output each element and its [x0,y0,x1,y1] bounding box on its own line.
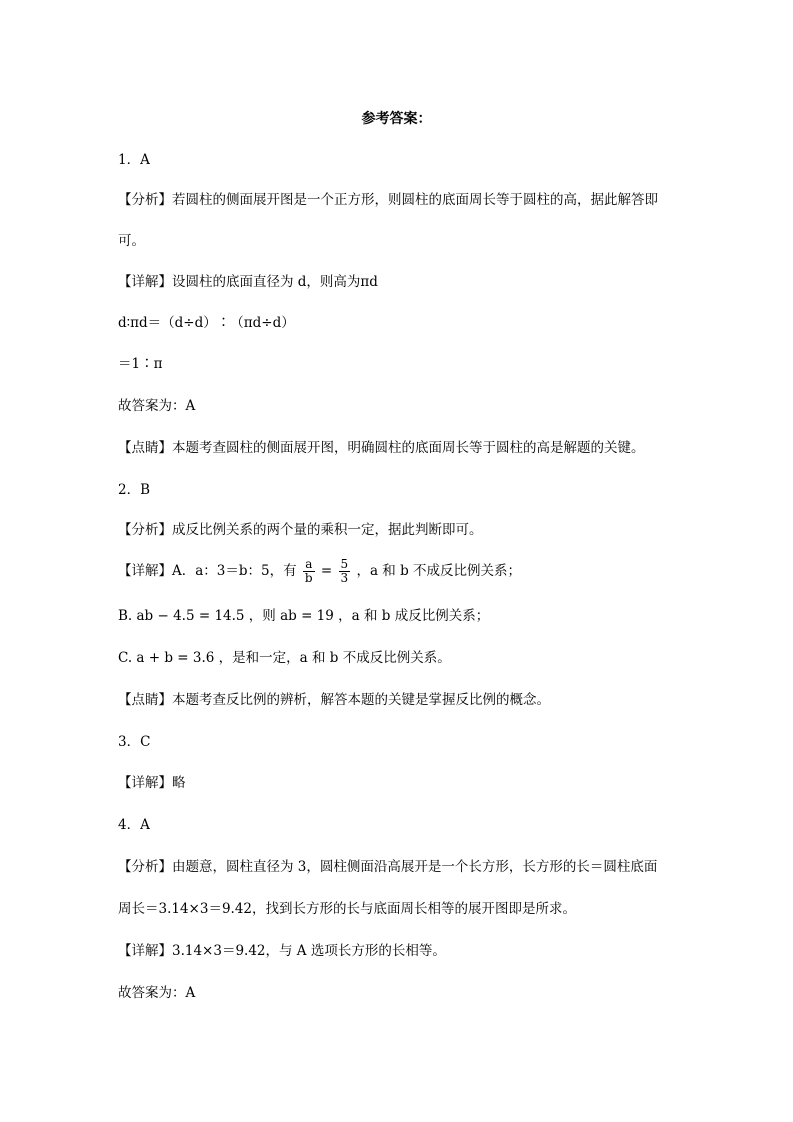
analysis-text-cont: 可。 [118,233,145,249]
answer-4-number: 4．A [118,817,150,833]
answer-3-number: 3．C [118,734,151,750]
analysis-text-cont: 周长＝3.14×3＝9.42，找到长方形的长与底面周长相等的展开图即是所求。 [118,901,577,917]
detail-text: 【详解】设圆柱的底面直径为 d，则高为πd [118,274,378,290]
answer-line: 故答案为：A [118,398,196,414]
answer-line: 故答案为：A [118,985,196,1001]
fraction-denominator: b [304,571,313,585]
equals-sign: = [320,563,333,579]
equation-line: d∶πd＝（d÷d）∶（πd÷d） [118,315,295,331]
detail-text: 【详解】略 [118,775,186,791]
option-b-line: B. ab − 4.5 = 14.5 ，则 ab = 19 ，a 和 b 成反比例关系； [118,608,490,624]
fraction-numerator: 5 [340,557,349,571]
fraction-denominator: 3 [340,571,349,585]
analysis-text: 【分析】若圆柱的侧面展开图是一个正方形，则圆柱的底面周长等于圆柱的高，据此解答即 [118,192,658,208]
detail-prefix: 【详解】A．a：3＝b：5，有 [118,563,297,579]
fraction-5-over-3 [339,558,351,585]
page-title: 参考答案： [361,111,432,127]
fraction-a-over-b [303,558,315,585]
comment-text: 【点睛】本题考查反比例的辨析，解答本题的关键是掌握反比例的概念。 [118,692,550,708]
analysis-text: 【分析】成反比例关系的两个量的乘积一定，据此判断即可。 [118,522,483,538]
equation-line: ＝1∶π [118,356,163,372]
comment-text: 【点睛】本题考查圆柱的侧面展开图，明确圆柱的底面周长等于圆柱的高是解题的关键。 [118,440,645,456]
detail-text: 【详解】3.14×3＝9.42，与 A 选项长方形的长相等。 [118,943,446,959]
detail-suffix: ，a 和 b 不成反比例关系； [356,563,522,579]
detail-fraction-line [118,558,521,585]
answer-1-number: 1．A [118,152,150,168]
option-c-line: C. a + b = 3.6 ，是和一定，a 和 b 不成反比例关系。 [118,650,451,666]
answer-2-number: 2．B [118,482,151,498]
analysis-text: 【分析】由题意，圆柱直径为 3，圆柱侧面沿高展开是一个长方形，长方形的长＝圆柱底面 [118,859,658,875]
fraction-numerator: a [303,558,315,572]
